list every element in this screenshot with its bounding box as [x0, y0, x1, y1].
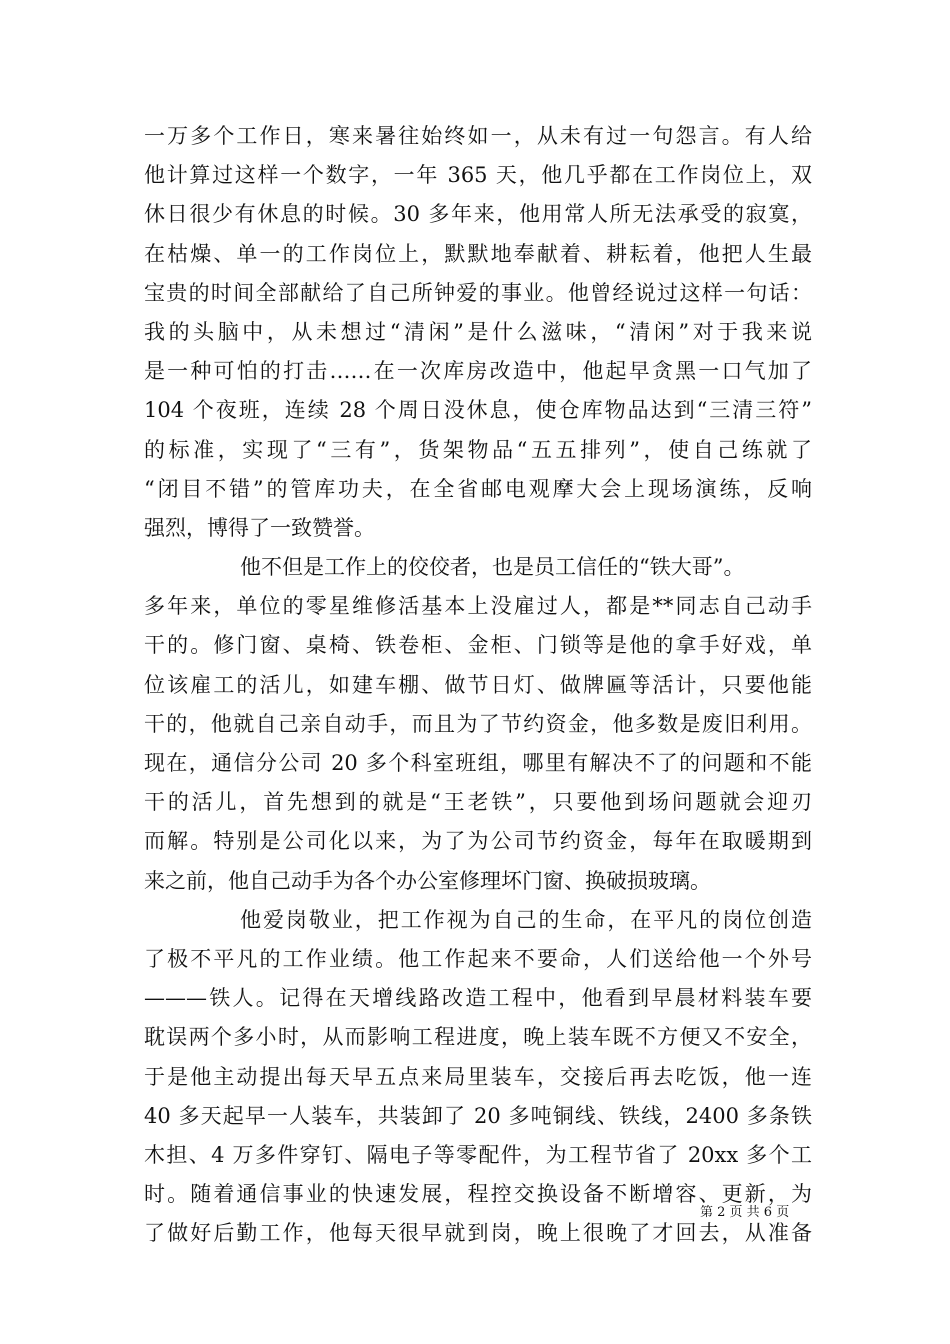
text-line: 强烈，博得了一致赞誉。 [144, 515, 375, 540]
paragraph-1 [144, 117, 812, 548]
text-line: 他爱岗敬业，把工作视为自己的生命，在平凡的岗位创造 [240, 907, 812, 932]
text-line: 耽误两个多小时，从而影响工程进度，晚上装车既不方便又不安全， [144, 1025, 812, 1050]
text-line: 多年来，单位的零星维修活基本上没雇过人，都是**同志自己动手 [144, 594, 812, 619]
text-line: 于是他主动提出每天早五点来局里装车，交接后再去吃饭，他一连 [144, 1064, 812, 1089]
text-line: 了极不平凡的工作业绩。他工作起来不要命，人们送给他一个外号 [144, 946, 812, 971]
document-body [144, 117, 812, 1253]
text-line: 40 多天起早一人装车，共装卸了 20 多吨铜线、铁线，2400 多条铁 [144, 1103, 812, 1128]
text-line: 干的，他就自己亲自动手，而且为了节约资金，他多数是废旧利用。 [144, 711, 812, 736]
text-line: 而解。特别是公司化以来，为了为公司节约资金，每年在取暖期到 [144, 829, 812, 854]
text-line: 是一种可怕的打击……在一次库房改造中，他起早贪黑一口气加了 [144, 359, 812, 384]
text-line: 104 个夜班，连续 28 个周日没休息，使仓库物品达到“三清三符” [144, 398, 812, 423]
text-line: 他计算过这样一个数字，一年 365 天，他几乎都在工作岗位上，双 [144, 163, 812, 188]
text-line: 我的头脑中，从未想过“清闲”是什么滋味，“清闲”对于我来说 [144, 319, 812, 344]
text-line: 了做好后勤工作，他每天很早就到岗，晚上很晚了才回去，从准备 [144, 1221, 812, 1246]
text-line: 的标准，实现了“三有”，货架物品“五五排列”，使自己练就了 [144, 437, 812, 462]
text-line: ———铁人。记得在天增线路改造工程中，他看到早晨材料装车要 [144, 986, 812, 1011]
text-line: 他不但是工作上的佼佼者，也是员工信任的“铁大哥”。 [240, 555, 745, 580]
text-line: 休日很少有休息的时候。30 多年来，他用常人所无法承受的寂寞， [144, 202, 812, 227]
text-line: 宝贵的时间全部献给了自己所钟爱的事业。他曾经说过这样一句话： [144, 280, 812, 305]
text-line: 木担、4 万多件穿钉、隔电子等零配件，为工程节省了 20xx 多个工 [144, 1142, 812, 1167]
text-line: 来之前，他自己动手为各个办公室修理坏门窗、换破损玻璃。 [144, 868, 711, 893]
page-number-footer: 第 2 页 共 6 页 [700, 1205, 790, 1220]
paragraph-3 [144, 901, 812, 1254]
text-line: 位该雇工的活儿，如建车棚、做节日灯、做牌匾等活计，只要他能 [144, 672, 812, 697]
paragraph-2 [144, 548, 812, 901]
text-line: “闭目不错”的管库功夫，在全省邮电观摩大会上现场演练，反响 [144, 476, 812, 501]
text-line: 现在，通信分公司 20 多个科室班组，哪里有解决不了的问题和不能 [144, 751, 812, 775]
text-line: 时。随着通信事业的快速发展，程控交换设备不断增容、更新，为 [144, 1182, 812, 1207]
text-line: 干的。修门窗、桌椅、铁卷柜、金柜、门锁等是他的拿手好戏，单 [144, 633, 812, 658]
text-line: 一万多个工作日，寒来暑往始终如一，从未有过一句怨言。有人给 [144, 124, 812, 148]
text-line: 干的活儿，首先想到的就是“王老铁”，只要他到场问题就会迎刃 [144, 790, 812, 815]
text-line: 在枯燥、单一的工作岗位上，默默地奉献着、耕耘着，他把人生最 [144, 241, 812, 266]
